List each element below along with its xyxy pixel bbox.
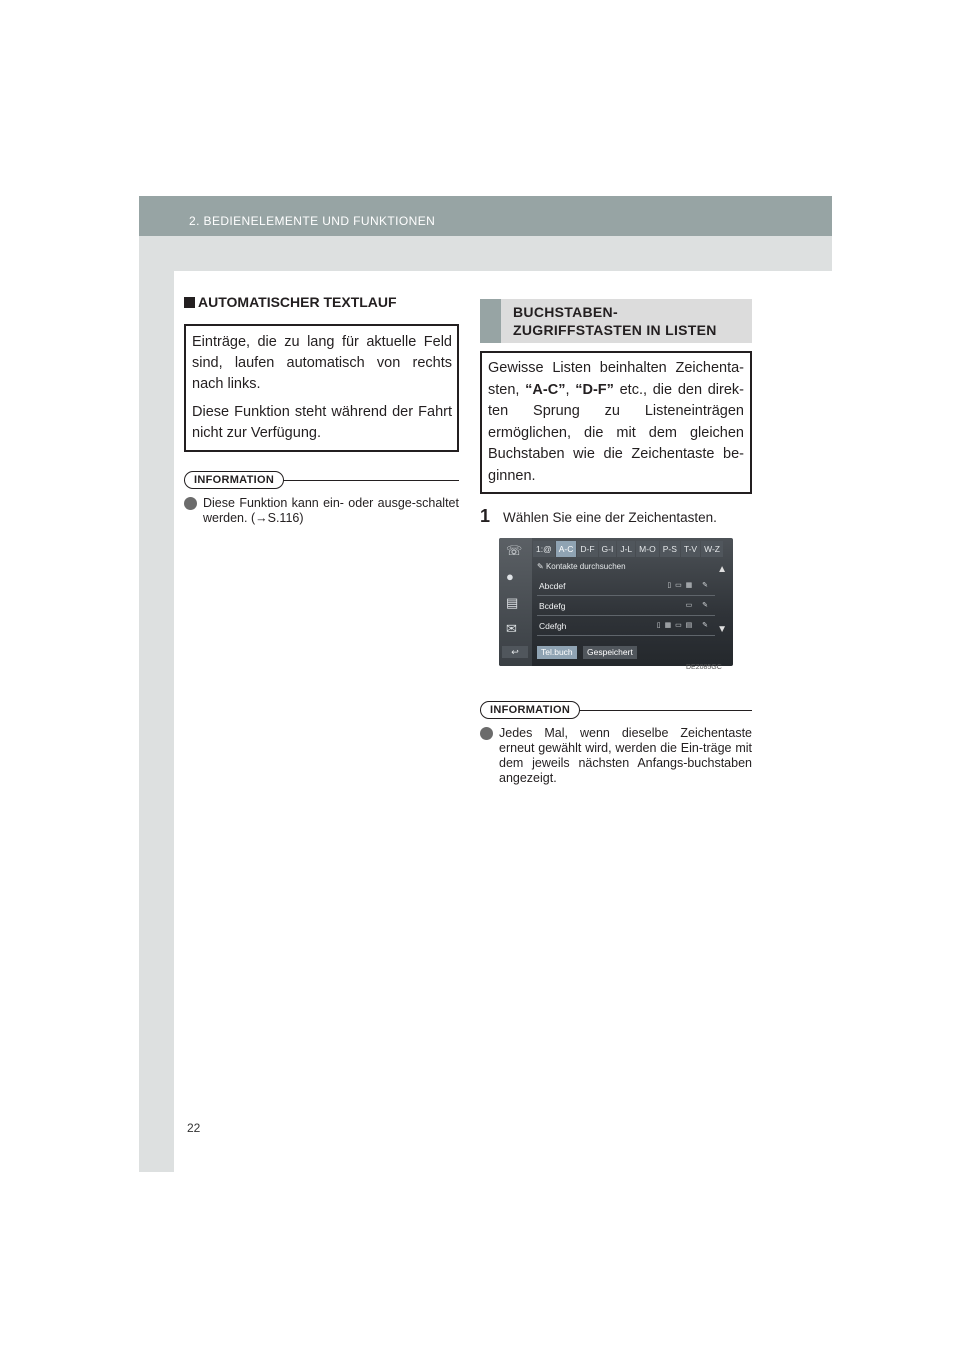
step-1 [480,506,752,527]
letter-tab[interactable]: P-S [660,541,680,557]
list-item[interactable]: Cdefgh ▯ ▦ ▭ ▤ ✎ [537,618,715,636]
figure-code: DE2085GC [686,664,722,671]
message-icon: ✉ [506,621,517,636]
step-text: Wählen Sie eine der Zeichentasten. [503,510,717,525]
back-icon[interactable]: ↩ [502,646,528,658]
information-block [480,700,752,786]
letter-tab[interactable]: M-O [636,541,659,557]
bullet-icon [480,727,493,740]
info-text: Jedes Mal, wenn dieselbe Zeichentaste erneut gewählt wird, werden die Ein-träge mit dem jeweils nächsten Anfangs-buchstaben angezeigt. [499,726,752,785]
letter-tab[interactable]: J-L [617,541,635,557]
key-label: “A-C” [525,381,566,398]
history-icon: ▤ [506,595,519,610]
scroll-up-icon[interactable]: ▲ [717,564,727,575]
heading-marker [480,299,501,343]
letter-tab[interactable]: 1:@ [533,541,555,557]
left-column [184,271,459,526]
info-text: Diese Funktion kann ein- oder ausge-schaltet werden. (→S.116) [203,496,459,525]
letter-tabs [533,541,724,557]
description-paragraph: Einträge, die zu lang für aktuelle Feld sind, laufen automatisch von rechts nach links. [192,334,452,392]
chapter-title: 2. BEDIENELEMENTE UND FUNKTIONEN [189,214,436,228]
letter-tab[interactable]: T-V [681,541,700,557]
screen-illustration [499,538,733,666]
section-heading-buchstaben: BUCHSTABEN- ZUGRIFFSTASTEN IN LISTEN [480,299,752,343]
list-item[interactable]: Abcdef ▯ ▭ ▦ ✎ [537,578,715,596]
letter-tab[interactable]: A-C [556,541,577,557]
information-label: INFORMATION [480,701,580,719]
scroll-down-icon[interactable]: ▼ [717,624,727,635]
letter-tab[interactable]: D-F [577,541,597,557]
info-item [184,496,459,526]
right-column [480,271,752,786]
description-box [184,324,459,452]
pen-icon: ✎ [537,562,546,571]
phone-icon: ☏ [506,543,523,558]
contact-search[interactable]: ✎ Kontakte durchsuchen [537,562,626,571]
list-item[interactable]: Bcdefg ▭ ✎ [537,598,715,616]
page-content [174,271,832,1172]
key-label: “D-F” [575,381,614,398]
chapter-header [139,196,832,236]
bullet-icon [184,497,197,510]
description-paragraph: Diese Funktion steht während der Fahrt nicht zur Verfügung. [192,404,452,441]
square-bullet-icon [184,297,195,308]
tab-gespeichert[interactable]: Gespeichert [583,646,637,659]
information-label: INFORMATION [184,471,284,489]
page-number: 22 [187,1121,201,1135]
letter-tab[interactable]: W-Z [701,541,723,557]
contact-icon: ● [506,569,514,584]
contact-type-icon: ▭ ✎ [685,602,709,609]
description-box: Gewisse Listen beinhalten Zeichenta-sten, “A-C”, “D-F” etc., die den direk-ten Sprung zu Listeneinträgen ermöglichen, die mit dem gleichen Buchstaben wie die Zeichentaste be-ginnen. [480,351,752,494]
contact-type-icon: ▯ ▭ ▦ ✎ [667,582,709,589]
info-item [480,726,752,786]
contact-type-icon: ▯ ▦ ▭ ▤ ✎ [656,622,709,629]
information-block [184,470,459,526]
section-heading-textlauf: AUTOMATISCHER TEXTLAUF [184,294,459,314]
tab-telbuch[interactable]: Tel.buch [537,646,577,659]
letter-tab[interactable]: G-I [599,541,617,557]
step-number: 1 [480,506,491,526]
